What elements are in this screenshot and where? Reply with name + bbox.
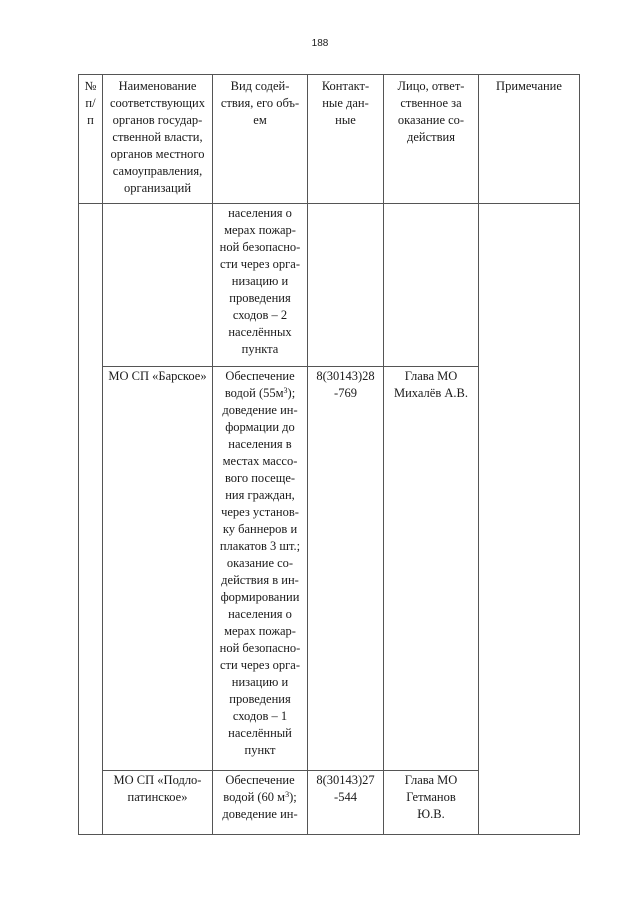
header-number: № п/ п [79, 75, 103, 204]
header-contact-data: Контакт- ные дан- ные [308, 75, 384, 204]
cell-organ [103, 204, 213, 367]
header-note: Примечание [479, 75, 580, 204]
assistance-text: ); доведение ин- формации до населения в местах массо- вого посеще- ния граждан, через установ- ку баннеров и плакатов 3 шт.; оказание со- действия в ин- формировании населения о мерах пожар- ной безопасно- сти через орга- низацию и проведения сходов – 1 населённый пункт [219, 386, 301, 757]
superscript: 3 [283, 386, 288, 395]
cell-responsible [384, 204, 479, 367]
assistance-text: Обеспечение водой (55м [224, 369, 295, 400]
page-number: 188 [311, 38, 329, 49]
header-assistance-type: Вид содей- ствия, его объ- ем [213, 75, 308, 204]
table-row [79, 204, 580, 367]
cell-organ: МО СП «Барское» [103, 367, 213, 771]
cell-assistance [213, 771, 308, 835]
cell-contact: 8(30143)28 -769 [308, 367, 384, 771]
cell-note [479, 204, 580, 835]
assistance-text: Обеспечение водой (60 м [223, 773, 295, 804]
cell-contact: 8(30143)27 -544 [308, 771, 384, 835]
header-responsible-person: Лицо, ответ- ственное за оказание со- действия [384, 75, 479, 204]
cell-number [79, 204, 103, 835]
header-organ-name: Наименование соответствующих органов государ- ственной власти, органов местного самоуправления, организаций [103, 75, 213, 204]
cell-organ: МО СП «Подло- патинское» [103, 771, 213, 835]
assistance-text: ); доведение ин- [222, 790, 298, 821]
assistance-table [78, 74, 580, 835]
cell-assistance [213, 367, 308, 771]
cell-responsible: Глава МО Михалёв А.В. [384, 367, 479, 771]
cell-contact [308, 204, 384, 367]
cell-assistance: населения о мерах пожар- ной безопасно- сти через орга- низацию и проведения сходов – 2 населённых пункта [213, 204, 308, 367]
cell-responsible: Глава МО Гетманов Ю.В. [384, 771, 479, 835]
superscript: 3 [285, 790, 290, 799]
table-header-row [79, 75, 580, 204]
